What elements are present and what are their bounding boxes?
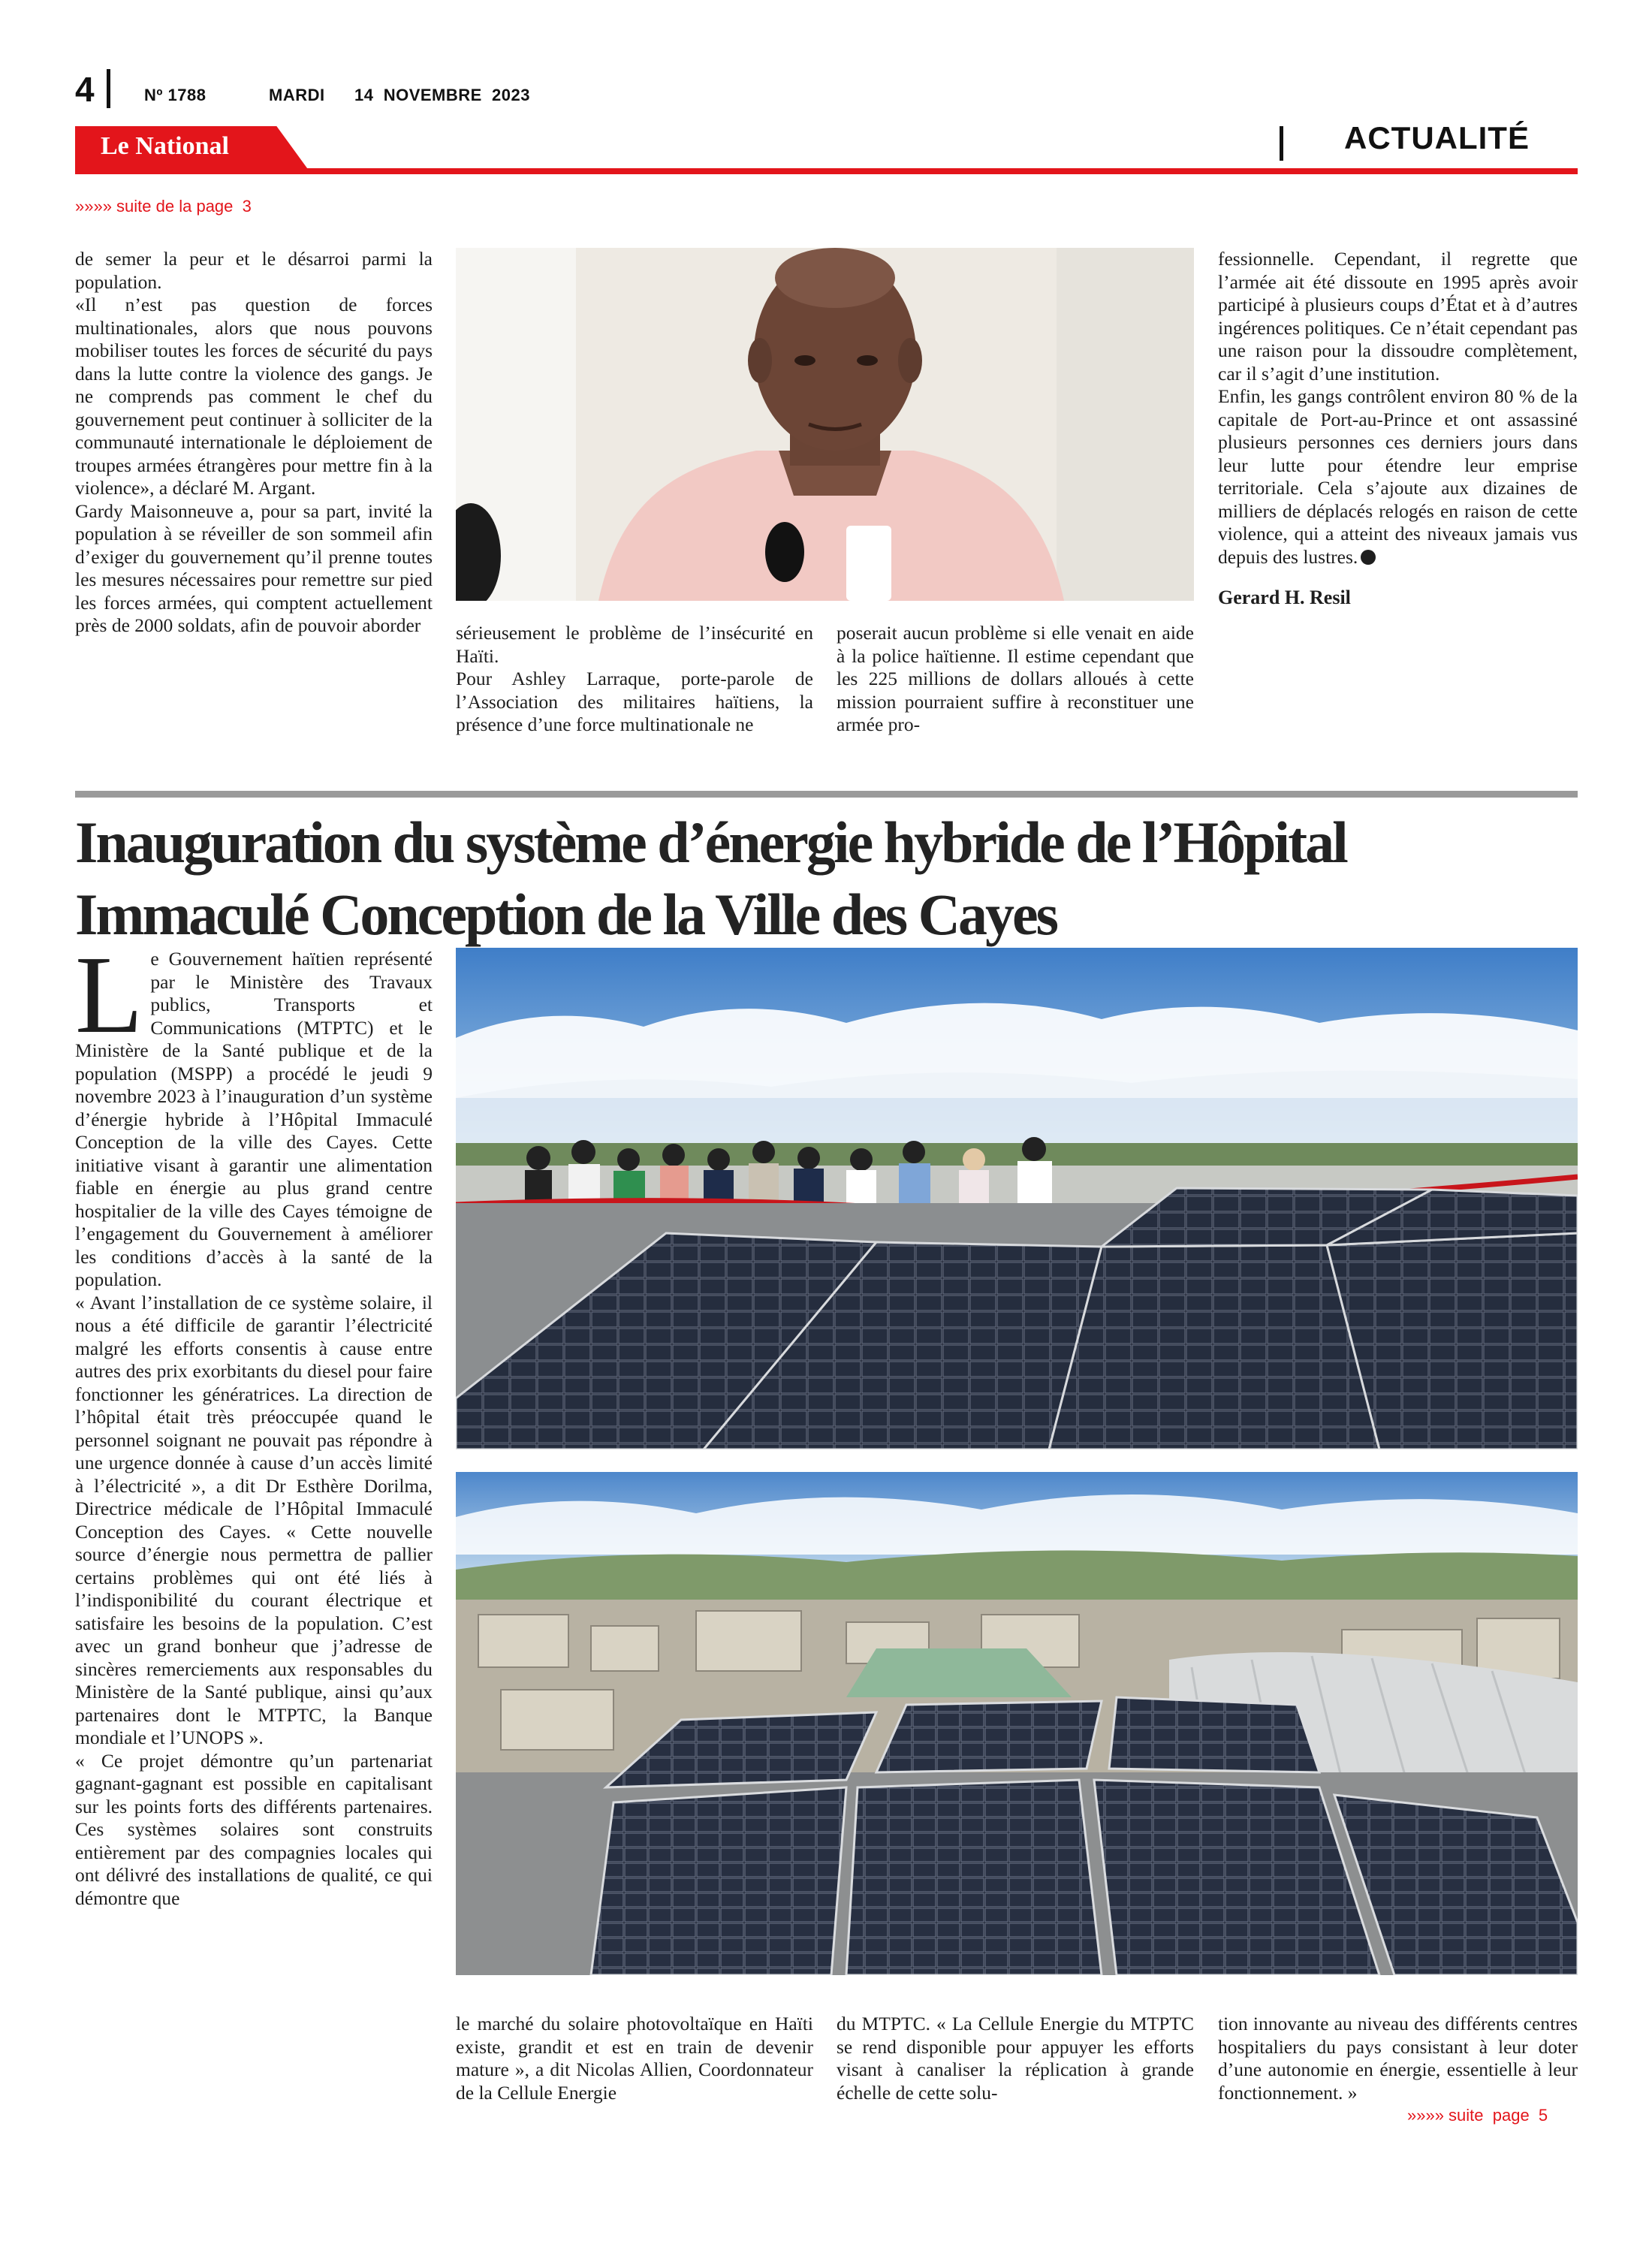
speaker-photo (456, 248, 1194, 601)
article1-column-4 (1218, 248, 1578, 610)
article1-column-3 (837, 622, 1194, 737)
paragraph: de semer la peur et le désarroi parmi la population. (75, 248, 433, 293)
article-separator (75, 791, 1578, 798)
paragraph: « Avant l’installation de ce système solaire, il nous a été difficile de garantir l’électricité malgré les efforts consentis à cause entre autres des prix exorbitants du diesel pour faire fonctionner les génératrices. La direction de l’hôpital était très préoccupée quand le personnel soignant ne pouvait pas répondre à une urgence donnée à cause d’un accès limité à l’électricité », a dit Dr Esthère Dorilma, Directrice médicale de l’Hôpital Immaculé Conception des Cayes. « Cette nouvelle source d’énergie nous permettra de pallier certains problèmes qui ont été liés à l’indisponibilité du courant électrique et satisfaire les besoins de la population. C’est avec un grand bonheur que j’adresse de sincères remerciements aux responsables du Ministère de la Santé publique, ainsi qu’aux partenaires dont le MTPTC, la Banque mondiale et l’UNOPS ». (75, 1291, 433, 1748)
end-of-article-icon (1361, 550, 1376, 565)
article2-headline: Inauguration du système d’énergie hybride de l’Hôpital Immaculé Conception de la Ville des Cayes (75, 810, 1346, 947)
weekday: MARDI (269, 86, 325, 104)
issue-date: 14 NOVEMBRE 2023 (354, 86, 530, 104)
brand-logo: Le National (101, 132, 229, 160)
drop-cap: L (75, 933, 143, 1057)
lead-paragraph (75, 933, 433, 1292)
solar-panels-illustration (456, 1472, 1578, 1975)
paragraph: sérieusement le problème de l’insécurité en Haïti. (456, 622, 813, 667)
article1-author: Gerard H. Resil (1218, 587, 1351, 608)
paragraph: Pour Ashley Larraque, porte-parole de l’Association des militaires haïtiens, la présence d’une force multinationale ne (456, 668, 813, 735)
article2-column-1 (75, 933, 433, 1910)
continued-from-note: »»»» suite de la page 3 (75, 197, 252, 216)
paragraph: fessionnelle. Cependant, il regrette que l’armée ait été dissoute en 1995 après avoir participé à plusieurs coups d’État et à d’autres ingérences politiques. Ce n’était cependant pas une raison pour la dissoudre complètement, car il s’agit d’une institution. (1218, 248, 1578, 385)
section-title: ACTUALITÉ (1344, 120, 1530, 155)
article1-column-1 (75, 248, 433, 638)
paragraph: poserait aucun problème si elle venait en aide à la police haïtienne. Il estime cependant que les 225 millions de dollars alloués à cette mission pourraient suffire à reconstituer une armée pro- (837, 622, 1194, 735)
page-number: 4 (75, 70, 95, 109)
article2-column-4 (1218, 2013, 1578, 2104)
article2-column-3 (837, 2013, 1194, 2104)
article2-column-2 (456, 2013, 813, 2104)
paragraph: «Il n’est pas question de forces multinationales, alors que nous pouvons mobiliser toutes les forces de sécurité du pays dans la lutte contre la violence des gangs. Je ne comprends pas comment le chef du gouvernement peut continuer à solliciter de la communauté internationale le déploiement de troupes armées étrangères pour mettre fin à la violence», a déclaré M. Argant. (75, 294, 433, 499)
header-rule (75, 168, 1578, 174)
ribbon-cutting-illustration (456, 948, 1578, 1449)
paragraph: « Ce projet démontre qu’un partenariat gagnant-gagnant est possible en capitalisant sur les points forts des différents partenaires. Ces systèmes solaires sont construits entièrement par des compagnies locales qui ont délivré des installations de qualité, ce qui démontre que (75, 1749, 433, 1909)
section-divider (1280, 126, 1283, 161)
solar-panels-photo (456, 1472, 1578, 1975)
lead-text: e Gouvernement haïtien représenté par le Ministère des Travaux publics, Transports et Communications (MTPTC) et le Ministère de la Santé publique et de la population (MSPP) a procédé le jeudi 9 novembre 2023 à l’inauguration d’un système d’énergie hybride à l’Hôpital Immaculé Conception de la ville des Cayes. Cette initiative visant à garantir une alimentation fiable en énergie au plus grand centre hospitalier de la ville des Cayes témoigne de l’engagement du Gouvernement à améliorer les conditions d’accès à la santé de la population. (75, 948, 433, 1290)
issue-number: Nº 1788 (144, 86, 206, 104)
paragraph: du MTPTC. « La Cellule Energie du MTPTC se rend disponible pour appuyer les efforts visant à canaliser la réplication à grande échelle de cette solu- (837, 2013, 1194, 2104)
paragraph (1218, 385, 1578, 569)
page-number-divider (107, 69, 110, 108)
paragraph: tion innovante au niveau des différents centres hospitaliers du pays consistant à leur doter d’une autonomie en énergie, essentielle à leur fonctionnement. » (1218, 2013, 1578, 2104)
paragraph: le marché du solaire photovoltaïque en Haïti existe, grandit et est en train de devenir mature », a dit Nicolas Allien, Coordonnateur de la Cellule Energie (456, 2013, 813, 2104)
speaker-photo-illustration (456, 248, 1194, 601)
article1-column-2 (456, 622, 813, 737)
paragraph-text: Enfin, les gangs contrôlent environ 80 % de la capitale de Port-au-Prince et ont assassiné plusieurs personnes ces derniers jours dans leur lutte pour étendre leur emprise territoriale. Cela s’ajoute aux dizaines de milliers de déplacés relogés en raison de cette violence, qui a atteint des niveaux jamais vus depuis des lustres. (1218, 385, 1578, 568)
paragraph: Gardy Maisonneuve a, pour sa part, invité la population à se réveiller de son sommeil afin d’exiger du gouvernement qu’il prenne toutes les mesures nécessaires pour remettre sur pied les forces armées, qui comptent actuellement près de 2000 soldats, afin de pouvoir aborder (75, 499, 433, 636)
continued-to-note: »»»» suite page 5 (1407, 2106, 1548, 2125)
ribbon-cutting-photo (456, 948, 1578, 1449)
